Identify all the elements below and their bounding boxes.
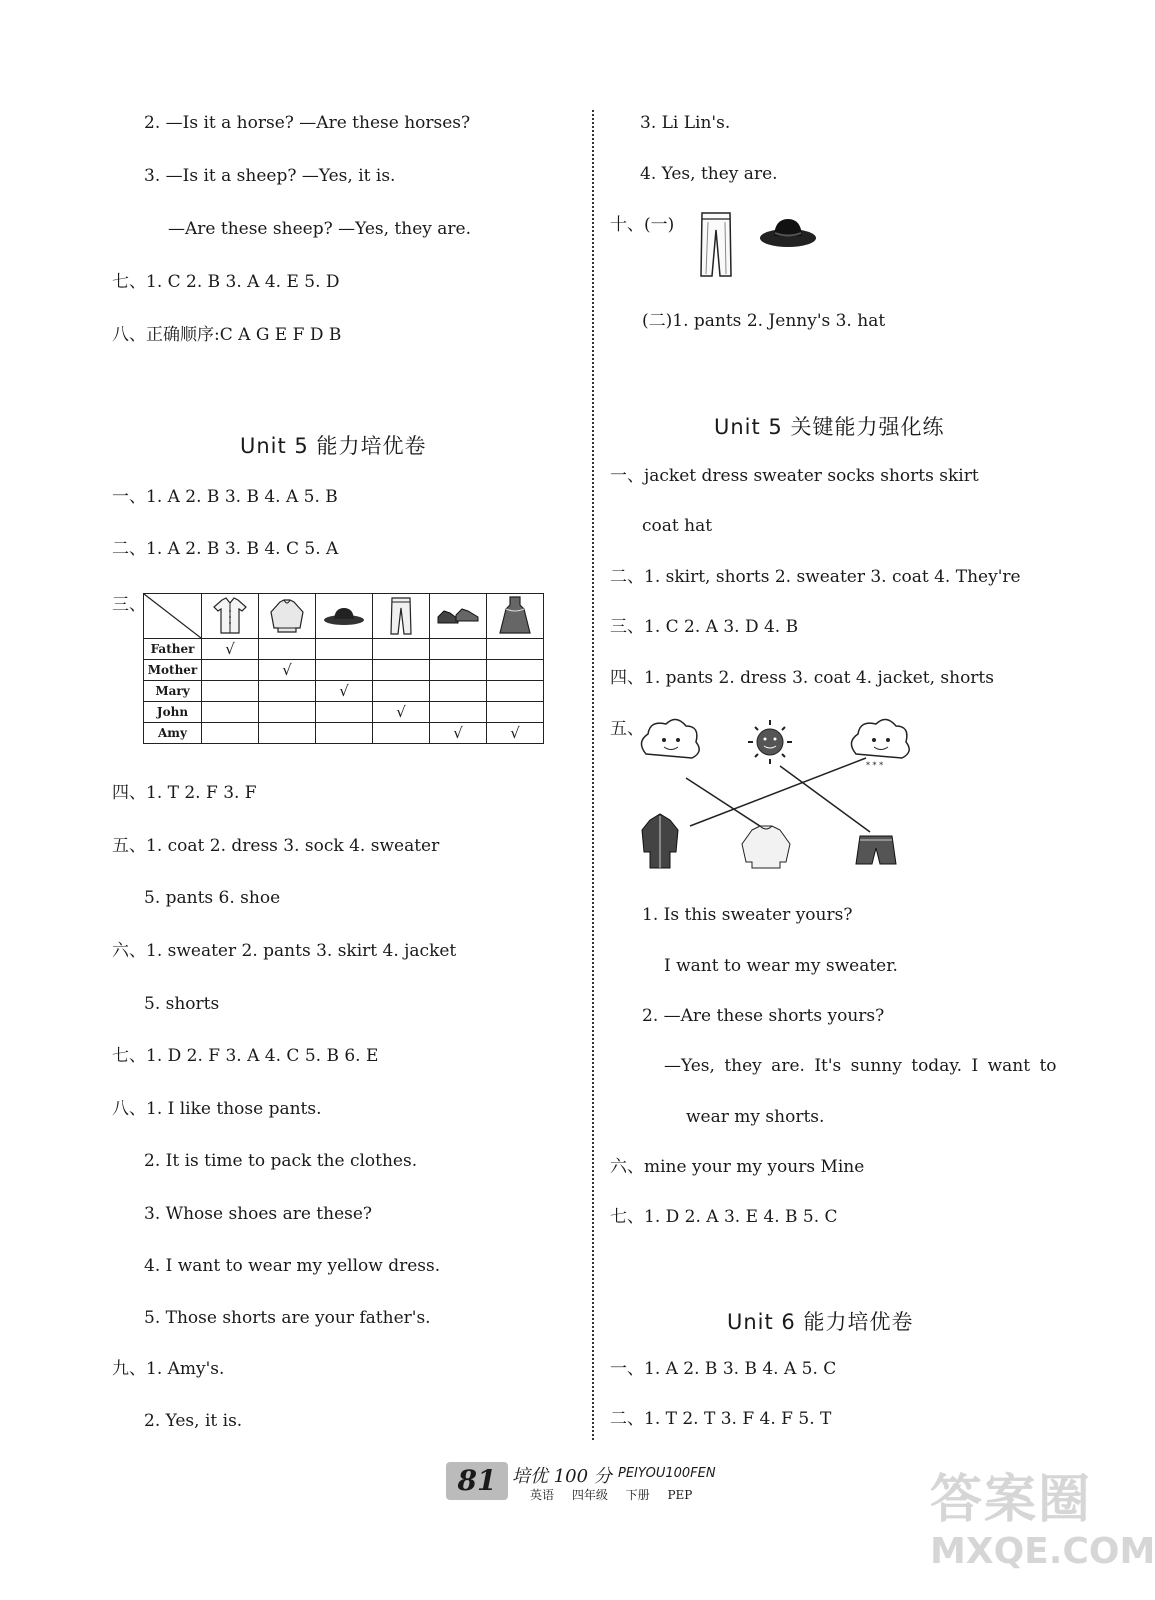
dress-icon bbox=[487, 594, 544, 639]
row-name: John bbox=[144, 702, 202, 723]
row-name: Mother bbox=[144, 660, 202, 681]
answer-line: 八、1. I like those pants. bbox=[112, 1099, 322, 1119]
hat-icon bbox=[316, 594, 373, 639]
hat-icon bbox=[758, 214, 818, 250]
sweater-icon bbox=[742, 826, 790, 868]
answer-line: 5. pants 6. shoe bbox=[144, 888, 281, 908]
answer-line: 2. —Is it a horse? —Are these horses? bbox=[144, 113, 471, 133]
answer-line: 1. Is this sweater yours? bbox=[642, 905, 853, 925]
table-cell bbox=[430, 681, 487, 702]
answer-line: 六、1. sweater 2. pants 3. skirt 4. jacket bbox=[112, 941, 457, 961]
answer-line: 一、1. A 2. B 3. B 4. A 5. B bbox=[112, 487, 338, 507]
question-label: 三、 bbox=[112, 595, 146, 615]
answer-line: 2. Yes, it is. bbox=[144, 1411, 243, 1431]
brand-name: 培优 100 分 bbox=[512, 1466, 612, 1487]
answer-line: 四、1. pants 2. dress 3. coat 4. jacket, shorts bbox=[610, 668, 994, 688]
table-cell bbox=[430, 660, 487, 681]
watermark-top: 答案圈 bbox=[930, 1470, 1093, 1530]
page-number: 81 bbox=[446, 1462, 508, 1500]
question-label: 五、 bbox=[610, 719, 644, 739]
answer-line: (二)1. pants 2. Jenny's 3. hat bbox=[642, 311, 886, 331]
answer-line: 八、正确顺序:C A G E F D B bbox=[112, 325, 342, 345]
snowy-cloud-icon bbox=[851, 719, 909, 770]
answer-line: 一、jacket dress sweater socks shorts skirt bbox=[610, 466, 979, 486]
diagonal-line bbox=[144, 594, 201, 638]
table-cell bbox=[430, 702, 487, 723]
row-name: Mary bbox=[144, 681, 202, 702]
pants-icon bbox=[373, 594, 430, 639]
answer-line: 3. —Is it a sheep? —Yes, it is. bbox=[144, 166, 396, 186]
question-label: 十、(一) bbox=[610, 215, 675, 235]
clothes-table bbox=[143, 593, 544, 744]
answer-line: 六、mine your my yours Mine bbox=[610, 1157, 865, 1177]
table-cell: √ bbox=[487, 723, 544, 744]
section-title: Unit 5 关键能力强化练 bbox=[714, 415, 945, 439]
answer-line: 五、1. coat 2. dress 3. sock 4. sweater bbox=[112, 836, 440, 856]
table-row bbox=[144, 660, 544, 681]
table-cell: √ bbox=[316, 681, 373, 702]
table-row bbox=[144, 723, 544, 744]
table-cell bbox=[259, 639, 316, 660]
table-cell bbox=[316, 702, 373, 723]
cloudy-icon bbox=[641, 719, 699, 758]
table-cell bbox=[373, 660, 430, 681]
table-cell bbox=[202, 723, 259, 744]
shorts-icon bbox=[856, 836, 896, 864]
sweater-icon bbox=[259, 594, 316, 639]
table-row bbox=[144, 702, 544, 723]
answer-line: 二、1. A 2. B 3. B 4. C 5. A bbox=[112, 539, 339, 559]
shirt-icon bbox=[202, 594, 259, 639]
answer-line: 七、1. D 2. A 3. E 4. B 5. C bbox=[610, 1207, 838, 1227]
answer-line: 5. shorts bbox=[144, 994, 220, 1014]
table-cell: √ bbox=[259, 660, 316, 681]
weather-matching-diagram bbox=[630, 712, 930, 882]
answer-line: 七、1. D 2. F 3. A 4. C 5. B 6. E bbox=[112, 1046, 379, 1066]
row-name: Amy bbox=[144, 723, 202, 744]
table-cell bbox=[373, 723, 430, 744]
answer-line: 二、1. skirt, shorts 2. sweater 3. coat 4. They're bbox=[610, 567, 1021, 587]
answer-line: —Yes, they are. It's sunny today. I want to bbox=[664, 1056, 1057, 1076]
column-divider bbox=[592, 110, 594, 1440]
brand-english: PEIYOU100FEN bbox=[618, 1466, 716, 1481]
table-cell bbox=[316, 660, 373, 681]
table-cell bbox=[373, 639, 430, 660]
answer-line: 5. Those shorts are your father's. bbox=[144, 1308, 431, 1328]
table-cell bbox=[259, 723, 316, 744]
answer-line: wear my shorts. bbox=[686, 1107, 825, 1127]
watermark-bottom: MXQE.COM bbox=[930, 1531, 1155, 1572]
table-cell: √ bbox=[202, 639, 259, 660]
table-cell bbox=[430, 639, 487, 660]
table-cell bbox=[202, 681, 259, 702]
table-corner bbox=[144, 594, 202, 639]
row-name: Father bbox=[144, 639, 202, 660]
answer-line: I want to wear my sweater. bbox=[664, 956, 898, 976]
book-info: 英语 四年级 下册 PEP bbox=[530, 1488, 693, 1502]
table-cell bbox=[373, 681, 430, 702]
table-cell bbox=[487, 639, 544, 660]
table-cell: √ bbox=[373, 702, 430, 723]
answer-line: 四、1. T 2. F 3. F bbox=[112, 783, 257, 803]
answer-line: 二、1. T 2. T 3. F 4. F 5. T bbox=[610, 1409, 832, 1429]
answer-line: coat hat bbox=[642, 516, 713, 536]
answer-line: 3. Li Lin's. bbox=[640, 113, 731, 133]
answer-line: 4. I want to wear my yellow dress. bbox=[144, 1256, 441, 1276]
answer-line: 3. Whose shoes are these? bbox=[144, 1204, 373, 1224]
table-cell bbox=[202, 702, 259, 723]
table-cell bbox=[316, 723, 373, 744]
section-title: Unit 5 能力培优卷 bbox=[240, 434, 427, 458]
answer-line: 一、1. A 2. B 3. B 4. A 5. C bbox=[610, 1359, 837, 1379]
answer-line: 4. Yes, they are. bbox=[640, 164, 778, 184]
table-cell bbox=[316, 639, 373, 660]
answer-line: 三、1. C 2. A 3. D 4. B bbox=[610, 617, 799, 637]
answer-line: 2. —Are these shorts yours? bbox=[642, 1006, 885, 1026]
table-cell: √ bbox=[430, 723, 487, 744]
svg-text:* * *: * * * bbox=[866, 761, 884, 770]
watermark-logo bbox=[930, 1470, 1155, 1590]
answer-line: 七、1. C 2. B 3. A 4. E 5. D bbox=[112, 272, 340, 292]
section-title: Unit 6 能力培优卷 bbox=[727, 1310, 914, 1334]
table-row bbox=[144, 639, 544, 660]
table-cell bbox=[259, 702, 316, 723]
sun-icon bbox=[748, 720, 792, 764]
answer-line: —Are these sheep? —Yes, they are. bbox=[168, 219, 472, 239]
table-cell bbox=[202, 660, 259, 681]
table-cell bbox=[487, 702, 544, 723]
table-cell bbox=[487, 681, 544, 702]
answer-line: 2. It is time to pack the clothes. bbox=[144, 1151, 418, 1171]
table-row bbox=[144, 681, 544, 702]
table-cell bbox=[259, 681, 316, 702]
answer-line: 九、1. Amy's. bbox=[112, 1359, 225, 1379]
coat-icon bbox=[642, 814, 678, 868]
shoes-icon bbox=[430, 594, 487, 639]
pants-icon bbox=[698, 210, 734, 280]
table-cell bbox=[487, 660, 544, 681]
